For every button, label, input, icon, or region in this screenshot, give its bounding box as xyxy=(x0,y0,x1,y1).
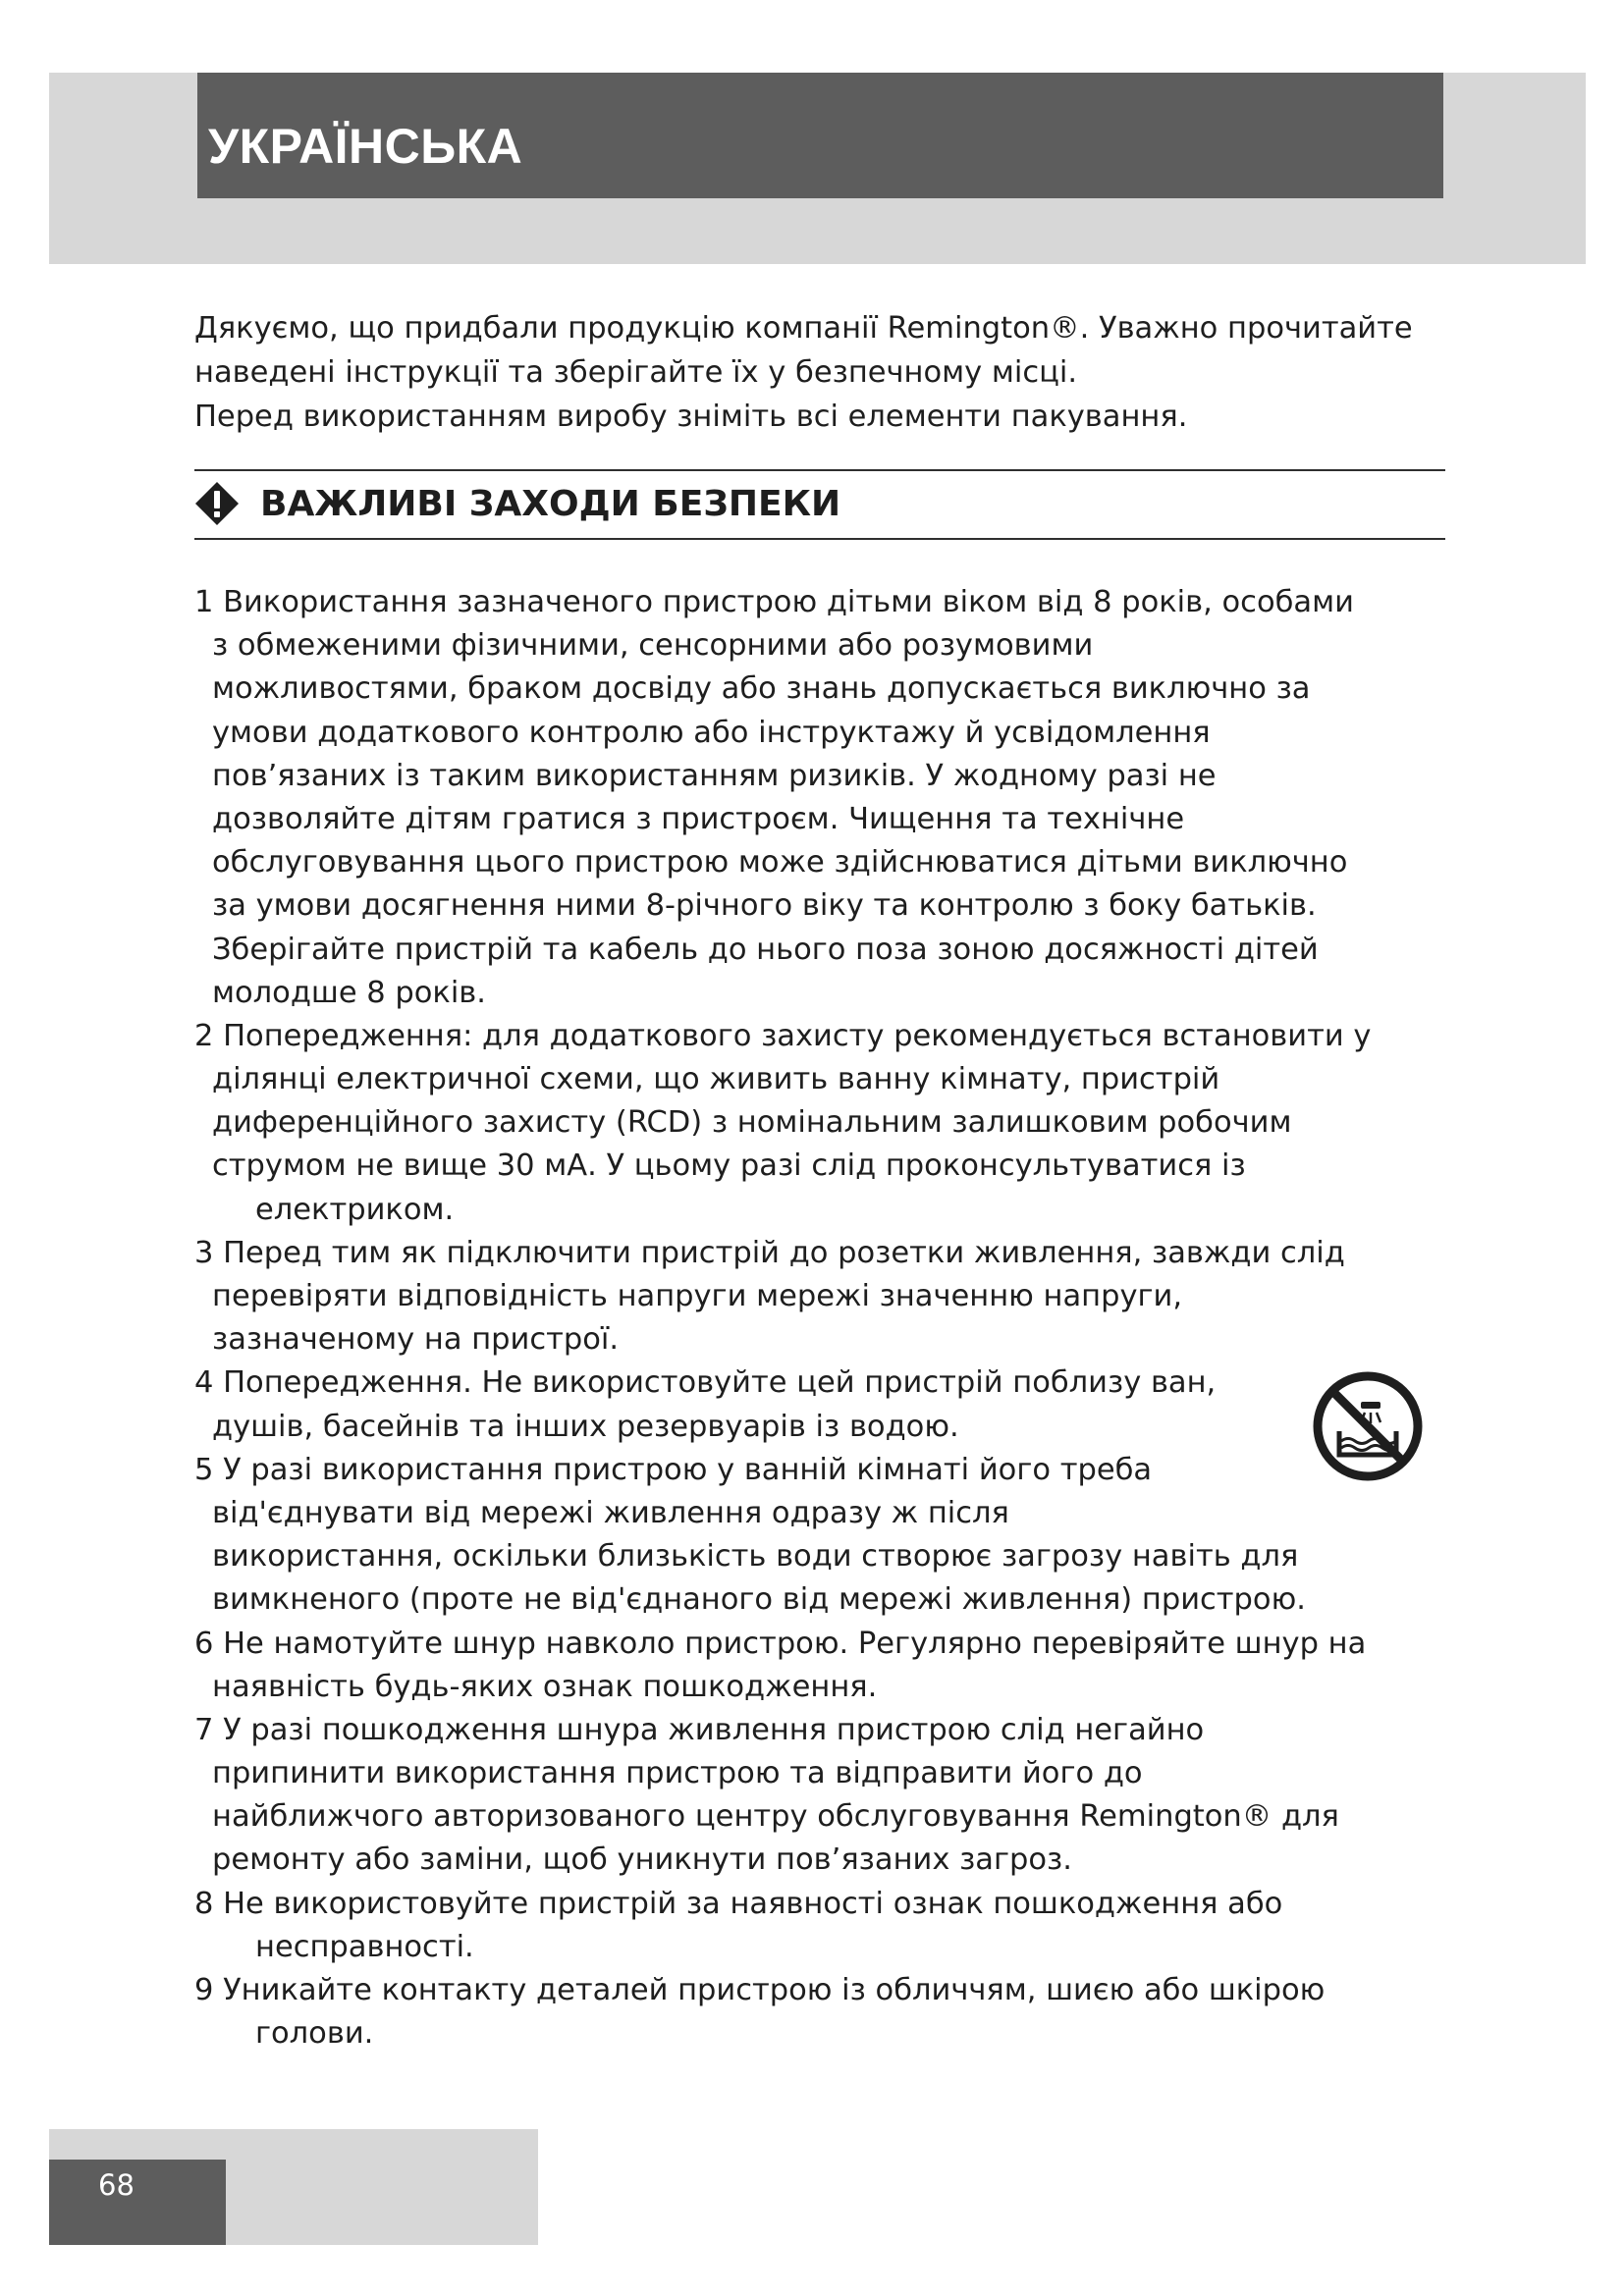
language-title: УКРАЇНСЬКА xyxy=(208,119,523,174)
list-item-1-line: обслуговування цього пристрою може здійснюватися дітьми виключно xyxy=(212,845,1348,881)
safety-heading: ВАЖЛИВІ ЗАХОДИ БЕЗПЕКИ xyxy=(260,484,841,524)
list-item-1-line: з обмеженими фізичними, сенсорними або розумовими xyxy=(212,628,1094,664)
page-number-box xyxy=(49,2160,226,2245)
section-rule-bottom xyxy=(194,538,1445,540)
intro-text xyxy=(194,306,1461,439)
list-item-9-line: голови. xyxy=(255,2016,374,2052)
intro-line: Дякуємо, що придбали продукцію компанії Remington®. Уважно прочитайте xyxy=(194,311,1413,346)
list-item-2-line: електриком. xyxy=(255,1192,455,1227)
list-item-4-line: душів, басейнів та інших резервуарів із водою. xyxy=(212,1409,959,1444)
list-item-1-line: дозволяйте дітям гратися з пристроєм. Чищення та технічне xyxy=(212,801,1185,836)
list-item-7-line: 7 У разі пошкодження шнура живлення пристрою слід негайно xyxy=(194,1712,1205,1747)
list-item-7-line: припинити використання пристрою та відправити його до xyxy=(212,1756,1143,1791)
list-item-3-line: зазначеному на пристрої. xyxy=(212,1322,620,1358)
list-item-1-line: молодше 8 років. xyxy=(212,975,486,1010)
no-use-near-water-icon xyxy=(1312,1370,1424,1482)
list-item-6-line: 6 Не намотуйте шнур навколо пристрою. Регулярно перевіряйте шнур на xyxy=(194,1626,1367,1661)
intro-line: наведені інструкції та зберігайте їх у безпечному місці. xyxy=(194,355,1078,390)
list-item-2-line: диференційного захисту (RCD) з номінальним залишковим робочим xyxy=(212,1105,1292,1141)
list-item-7-line: найближчого авторизованого центру обслуговування Remington® для xyxy=(212,1799,1339,1835)
warning-diamond-icon xyxy=(194,481,240,526)
list-item-2-line: 2 Попередження: для додаткового захисту рекомендується встановити у xyxy=(194,1018,1372,1053)
page-number: 68 xyxy=(98,2168,135,2202)
list-item-1-line: можливостями, браком досвіду або знань допускається виключно за xyxy=(212,671,1311,707)
list-item-7-line: ремонту або заміни, щоб уникнути пов’язаних загроз. xyxy=(212,1842,1072,1878)
list-item-6-line: наявність будь-яких ознак пошкодження. xyxy=(212,1669,878,1704)
list-item-2-line: ділянці електричної схеми, що живить ванну кімнату, пристрій xyxy=(212,1062,1220,1097)
list-item-5-line: вимкненого (проте не від'єднаного від мережі живлення) пристрою. xyxy=(212,1582,1306,1618)
list-item-1-line: умови додаткового контролю або інструктажу й усвідомлення xyxy=(212,715,1211,750)
list-item-1-line: 1 Використання зазначеного пристрою дітьми віком від 8 років, особами xyxy=(194,585,1354,619)
section-rule-top xyxy=(194,469,1445,471)
list-item-3-line: 3 Перед тим як підключити пристрій до розетки живлення, завжди слід xyxy=(194,1235,1345,1270)
list-item-2-line: струмом не вище 30 мА. У цьому разі слід проконсультуватися із xyxy=(212,1148,1246,1184)
list-item-1-line: за умови досягнення ними 8-річного віку та контролю з боку батьків. xyxy=(212,888,1317,924)
safety-list xyxy=(194,581,1461,2056)
list-item-8-line: 8 Не використовуйте пристрій за наявності ознак пошкодження або xyxy=(194,1886,1283,1921)
list-item-1-line: пов’язаних із таким використанням ризиків. У жодному разі не xyxy=(212,758,1217,793)
list-item-3-line: перевіряти відповідність напруги мережі значенню напруги, xyxy=(212,1279,1183,1313)
list-item-4-line: 4 Попередження. Не використовуйте цей пристрій поблизу ван, xyxy=(194,1365,1217,1401)
list-item-5-line: 5 У разі використання пристрою у ванній кімнаті його треба xyxy=(194,1452,1153,1487)
intro-line: Перед використанням виробу зніміть всі елементи пакування. xyxy=(194,400,1188,434)
list-item-5-line: використання, оскільки близькість води створює загрозу навіть для xyxy=(212,1539,1299,1575)
list-item-9-line: 9 Уникайте контакту деталей пристрою із обличчям, шиєю або шкірою xyxy=(194,1973,1326,2007)
list-item-1-line: Зберігайте пристрій та кабель до нього поза зоною досяжності дітей xyxy=(212,932,1319,967)
list-item-8-line: несправності. xyxy=(255,1929,474,1964)
list-item-5-line: від'єднувати від мережі живлення одразу ж після xyxy=(212,1495,1009,1530)
